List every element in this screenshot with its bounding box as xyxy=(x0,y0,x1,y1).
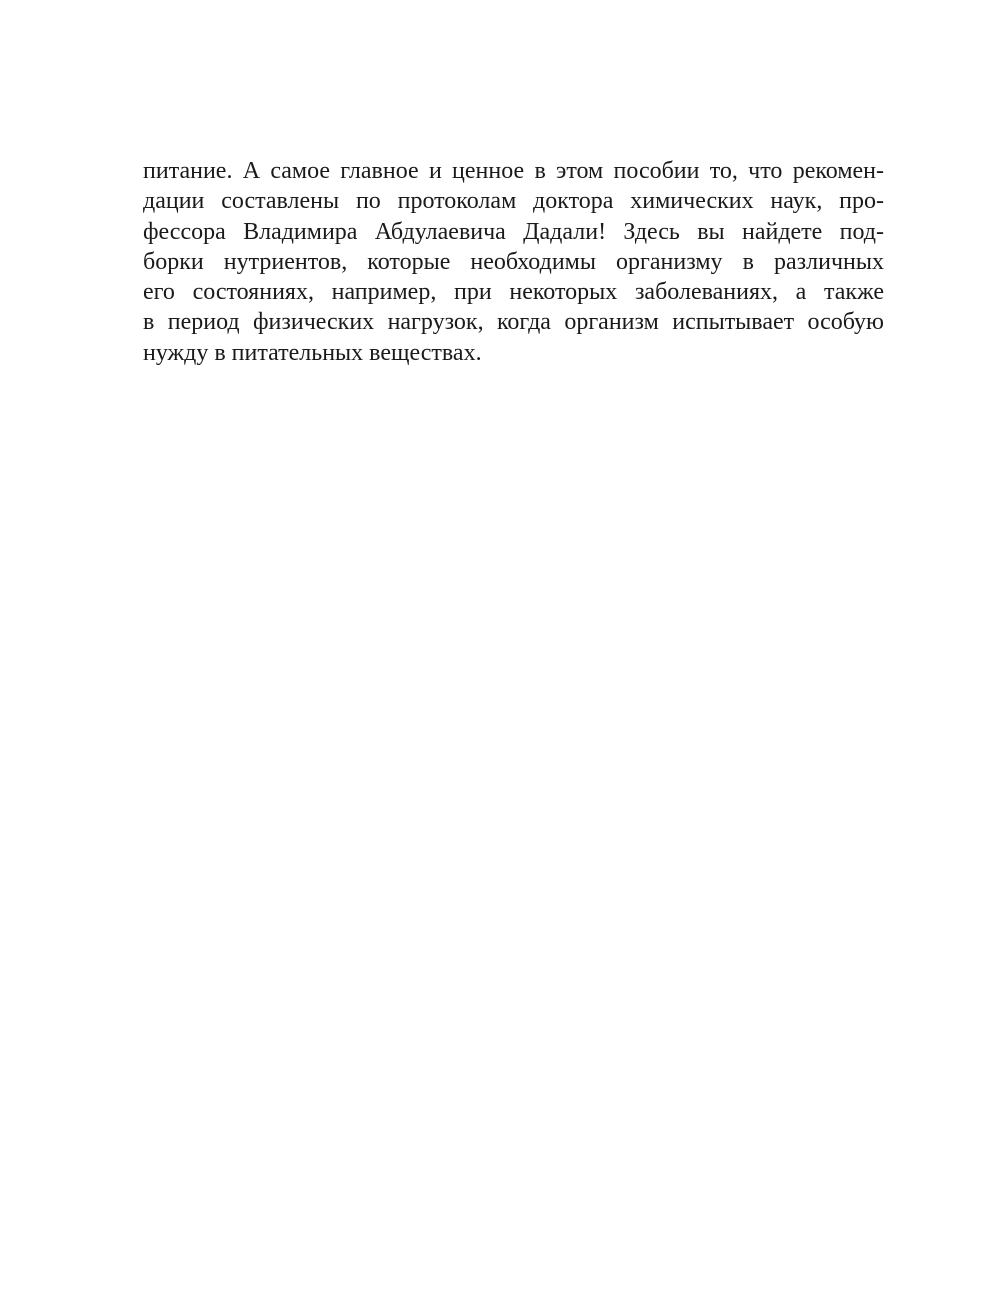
text-line: дации составлены по протоколам доктора химических наук, про- xyxy=(143,188,884,215)
text-line: фессора Владимира Абдулаевича Дадали! Здесь вы найдете под- xyxy=(143,218,884,245)
body-text-paragraph xyxy=(143,156,884,368)
text-line: борки нутриентов, которые необходимы организму в различных xyxy=(143,248,884,275)
text-line: питание. А самое главное и ценное в этом пособии то, что рекомен- xyxy=(143,158,884,184)
text-line: в период физических нагрузок, когда организм испытывает особую xyxy=(143,309,884,336)
text-line: его состояниях, например, при некоторых заболеваниях, а также xyxy=(143,279,884,306)
text-line: нужду в питательных веществах. xyxy=(143,339,482,366)
